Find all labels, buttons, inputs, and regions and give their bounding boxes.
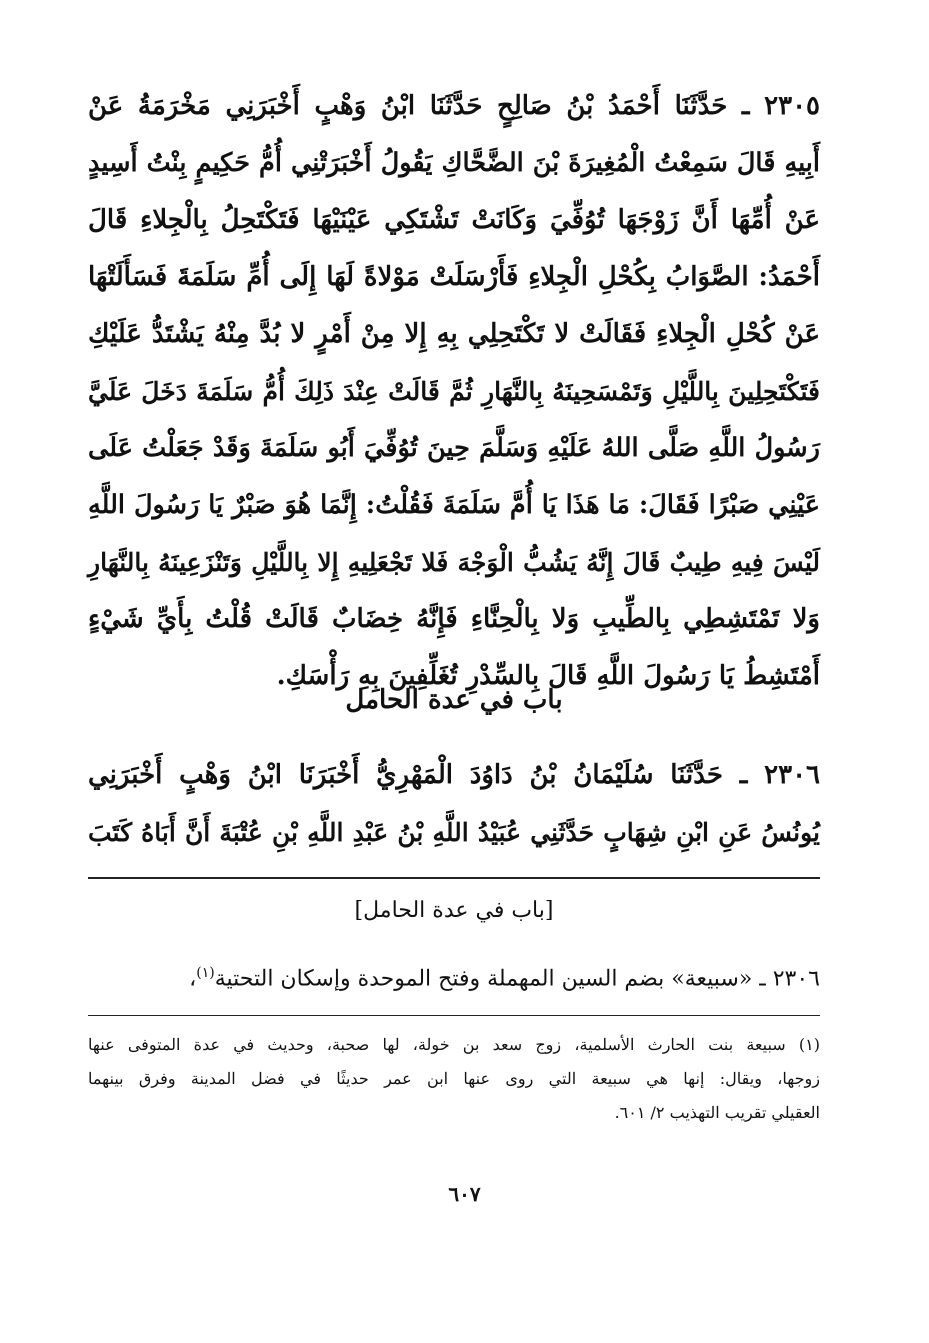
footnote-line: زوجها، ويقال: إنها هي سبيعة التي روى عنها ابن عمر حديثًا في فضل المدينة وفرق بينهما	[88, 1069, 820, 1088]
hadith-2305	[88, 78, 820, 705]
chapter-title: باب في عدة الحامل	[345, 685, 563, 715]
commentary-trail: ،	[189, 966, 197, 992]
hadith-2306	[88, 747, 820, 861]
text-line: أَبِيهِ قَالَ سَمِعْتُ الْمُغِيرَةَ بْنَ الضَّحَّاكِ يَقُولُ أَخْبَرَتْنِي أُمُّ حَكِيمٍ بِنْتُ أَسِيدٍ	[88, 148, 820, 178]
text-line: لَيْسَ فِيهِ طِيبٌ قَالَ إِنَّهُ يَشُبُّ الْوَجْهَ فَلا تَجْعَلِيهِ إِلا بِاللَّيْلِ وَتَنْزَعِينَهُ بِالنَّهَارِ	[88, 548, 820, 577]
footnote-reference: (١)	[196, 965, 215, 981]
text-line: وَلا تَمْتَشِطِي بِالطِّيبِ وَلا بِالْحِنَّاءِ فَإِنَّهُ خِضَابٌ قَالَتْ قُلْتُ بِأَيِّ شَيْءٍ	[88, 604, 820, 634]
text-line: ٢٣٠٦ ـ حَدَّثَنَا سُلَيْمَانُ بْنُ دَاوُدَ الْمَهْرِيُّ أَخْبَرَنَا ابْنُ وَهْبٍ أَخْبَرَنِي	[88, 760, 820, 790]
footnote-line: العقيلي تقريب التهذيب ٢/ ٦٠١.	[614, 1103, 820, 1122]
text-line: رَسُولُ اللَّهِ صَلَّى اللهُ عَلَيْهِ وَسَلَّمَ حِينَ تُوُفِّيَ أَبُو سَلَمَةَ وَقَدْ جَعَلْتُ عَلَى	[88, 433, 820, 463]
text-line: فَتَكْتَحِلِينَ بِاللَّيْلِ وَتَمْسَحِينَهُ بِالنَّهَارِ ثُمَّ قَالَتْ عِنْدَ ذَلِكَ أُمُّ سَلَمَةَ دَخَلَ عَلَيَّ	[88, 377, 820, 406]
text-line: أَمْتَشِطُ يَا رَسُولَ اللَّهِ قَالَ بِالسِّدْرِ تُغَلِّفِينَ بِهِ رَأْسَكِ.	[276, 661, 820, 691]
commentary-text	[88, 955, 820, 997]
text-line: عَنْ كُحْلِ الْجِلاءِ فَقَالَتْ لا تَكْتَحِلِي بِهِ إِلا مِنْ أَمْرٍ لا بُدَّ مِنْهُ يَشْتَدُّ عَلَيْكِ	[88, 319, 820, 349]
text-line: ٢٣٠٥ ـ حَدَّثَنَا أَحْمَدُ بْنُ صَالِحٍ حَدَّثَنَا ابْنُ وَهْبٍ أَخْبَرَنِي مَخْرَمَةُ عَنْ	[88, 91, 820, 121]
footnote-line: (١) سبيعة بنت الحارث الأسلمية، زوج سعد بن خولة، لها صحبة، وحديث في عدة المتوفى عنها	[88, 1035, 821, 1054]
page-number: ٦٠٧	[448, 1182, 481, 1206]
footnote-divider	[88, 1015, 820, 1016]
text-line: يُونُسُ عَنِ ابْنِ شِهَابٍ حَدَّثَنِي عُبَيْدُ اللَّهِ بْنُ عَبْدِ اللَّهِ بْنِ عُتْبَةَ أَنَّ أَبَاهُ كَتَبَ	[88, 818, 820, 847]
footnote	[88, 1028, 820, 1130]
commentary-body: ٢٣٠٦ ـ «سبيعة» بضم السين المهملة وفتح الموحدة وإسكان التحتية	[214, 966, 820, 992]
text-line: عَيْنِي صَبْرًا فَقَالَ: مَا هَذَا يَا أُمَّ سَلَمَةَ فَقُلْتُ: إِنَّمَا هُوَ صَبْرٌ يَا رَسُولَ اللَّهِ	[88, 490, 820, 520]
commentary-chapter-title: [باب في عدة الحامل]	[354, 898, 554, 923]
text-line: أَحْمَدُ: الصَّوَابُ بِكُحْلِ الْجِلاءِ فَأَرْسَلَتْ مَوْلاةً لَهَا إِلَى أُمِّ سَلَمَةَ فَسَأَلَتْهَا	[88, 262, 820, 292]
commentary-divider	[88, 877, 820, 879]
text-line: عَنْ أُمِّهَا أَنَّ زَوْجَهَا تُوُفِّيَ وَكَانَتْ تَشْتَكِي عَيْنَيْهَا فَتَكْتَحِلُ بِالْجِلاءِ قَالَ	[88, 205, 820, 235]
